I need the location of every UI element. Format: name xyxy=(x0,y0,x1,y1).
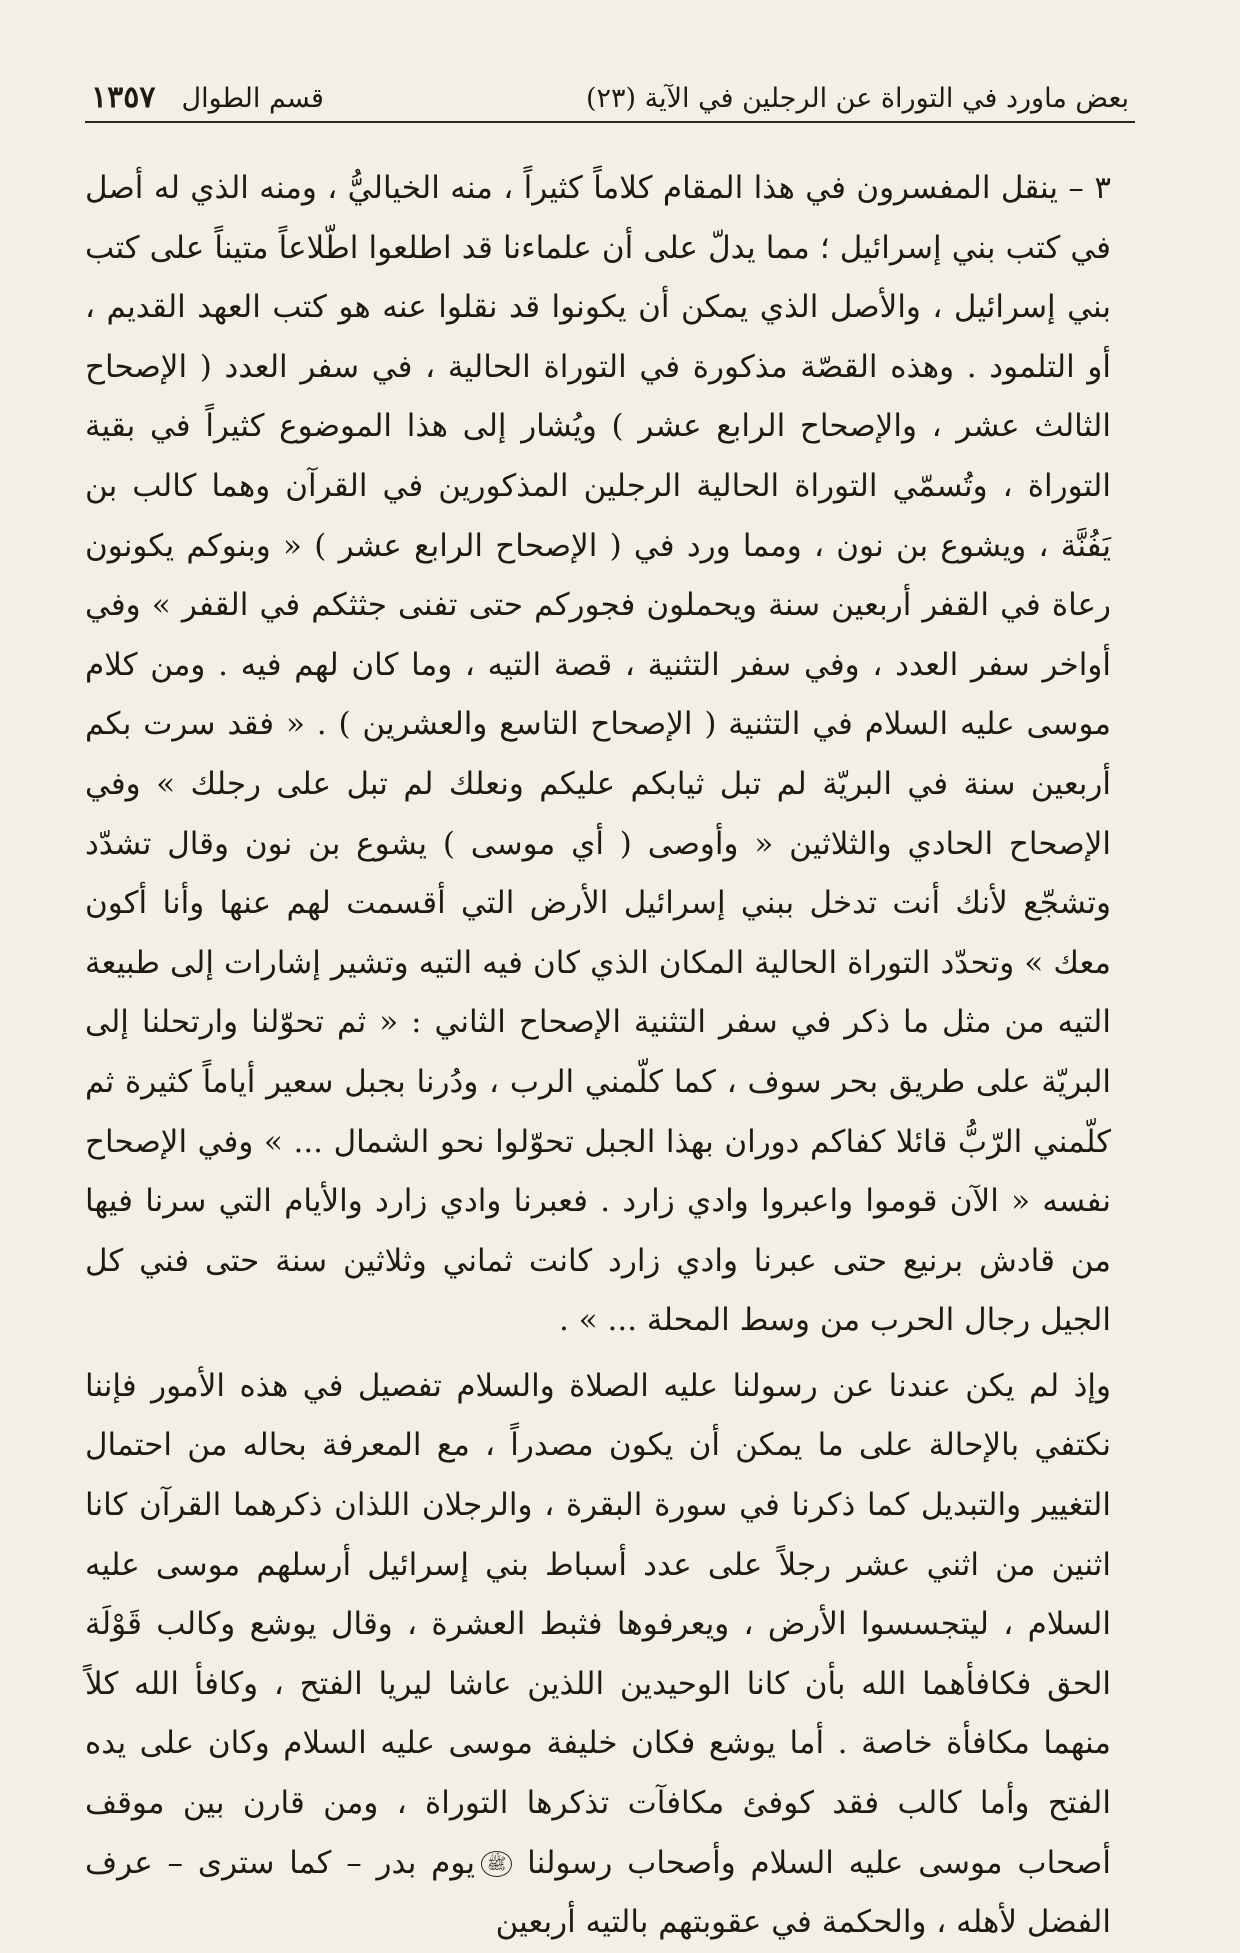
paragraph-text-end: يوم بدر – كما سترى – عرف الفضل لأهله ، والحكمة في عقوبتهم بالتيه أربعين xyxy=(85,1844,1111,1941)
paragraph: ٣ – ينقل المفسرون في هذا المقام كلاماً كثيراً ، منه الخياليُّ ، ومنه الذي له أصل في كتب بني إسرائيل ؛ مما يدلّ على أن علماءنا قد اطلعوا اطّلاعاً متيناً على كتب بني إسرائيل ، والأصل الذي يمكن أن يكونوا قد نقلوا عنه هو كتب العهد القديم ، أو التلمود . وهذه القصّة مذكورة في التوراة الحالية ، في سفر العدد ( الإصحاح الثالث عشر ، والإصحاح الرابع عشر ) ويُشار إلى هذا الموضوع كثيراً في بقية التوراة ، وتُسمّي التوراة الحالية الرجلين المذكورين في القرآن وهما كالب بن يَفُنَّة ، ويشوع بن نون ، ومما ورد في ( الإصحاح الرابع عشر ) « وبنوكم يكونون رعاة في القفر أربعين سنة ويحملون فجوركم حتى تفنى جثثكم في القفر » وفي أواخر سفر العدد ، وفي سفر التثنية ، قصة التيه ، وما كان لهم فيه . ومن كلام موسى عليه السلام في التثنية ( الإصحاح التاسع والعشرين ) . « فقد سرت بكم أربعين سنة في البريّة لم تبل ثيابكم عليكم ونعلك لم تبل على رجلك » وفي الإصحاح الحادي والثلاثين « وأوصى ( أي موسى ) يشوع بن نون وقال تشدّد وتشجّع لأنك أنت تدخل ببني إسرائيل الأرض التي أقسمت لهم عنها وأنا أكون معك » وتحدّد التوراة الحالية المكان الذي كان فيه التيه وتشير إشارات إلى طبيعة التيه من مثل ما ذكر في سفر التثنية الإصحاح الثاني : « ثم تحوّلنا وارتحلنا إلى البريّة على طريق بحر سوف ، كما كلّمني الرب ، ودُرنا بجبل سعير أياماً كثيرة ثم كلّمني الرّبُّ قائلا كفاكم دوران بهذا الجبل تحوّلوا نحو الشمال ... » وفي الإصحاح نفسه « الآن قوموا واعبروا وادي زارد . فعبرنا وادي زارد والأيام التي سرنا فيها من قادش برنيع حتى عبرنا وادي زارد كانت ثماني وثلاثين سنة حتى فني كل الجيل رجال الحرب من وسط المحلة ... » . xyxy=(85,170,1111,1339)
paragraph-text: وإذ لم يكن عندنا عن رسولنا عليه الصلاة والسلام تفصيل في هذه الأمور فإننا نكتفي بالإحالة على ما يمكن أن يكون مصدراً ، مع المعرفة بحاله من احتمال التغيير والتبديل كما ذكرنا في سورة البقرة ، والرجلان اللذان ذكرهما القرآن كانا اثنين من اثني عشر رجلاً على عدد أسباط بني إسرائيل أرسلهم موسى عليه السلام ، ليتجسسوا الأرض ، ويعرفوها فثبط العشرة ، وقال يوشع وكالب قَوْلَة الحق فكافأهما الله بأن كانا الوحيدين اللذين عاشا ليريا الفتح ، وكافأ الله كلاً منهما مكافأة خاصة . أما يوشع فكان خليفة موسى عليه السلام وكان على يده الفتح وأما كالب فقد كوفئ مكافآت تذكرها التوراة ، ومن قارن بين موقف أصحاب موسى عليه السلام وأصحاب رسولنا xyxy=(85,1367,1111,1881)
paragraph xyxy=(85,1357,1135,1953)
section-name: قسم الطوال xyxy=(181,83,324,114)
salawat-seal: ﷺ xyxy=(481,1851,512,1877)
body-text xyxy=(85,159,1135,1953)
running-header xyxy=(85,70,1135,123)
page-number: ١٣٥٧ xyxy=(91,80,156,115)
header-left-group xyxy=(91,80,324,115)
chapter-title: بعض ماورد في التوراة عن الرجلين في الآية (٢٣) xyxy=(585,83,1129,114)
